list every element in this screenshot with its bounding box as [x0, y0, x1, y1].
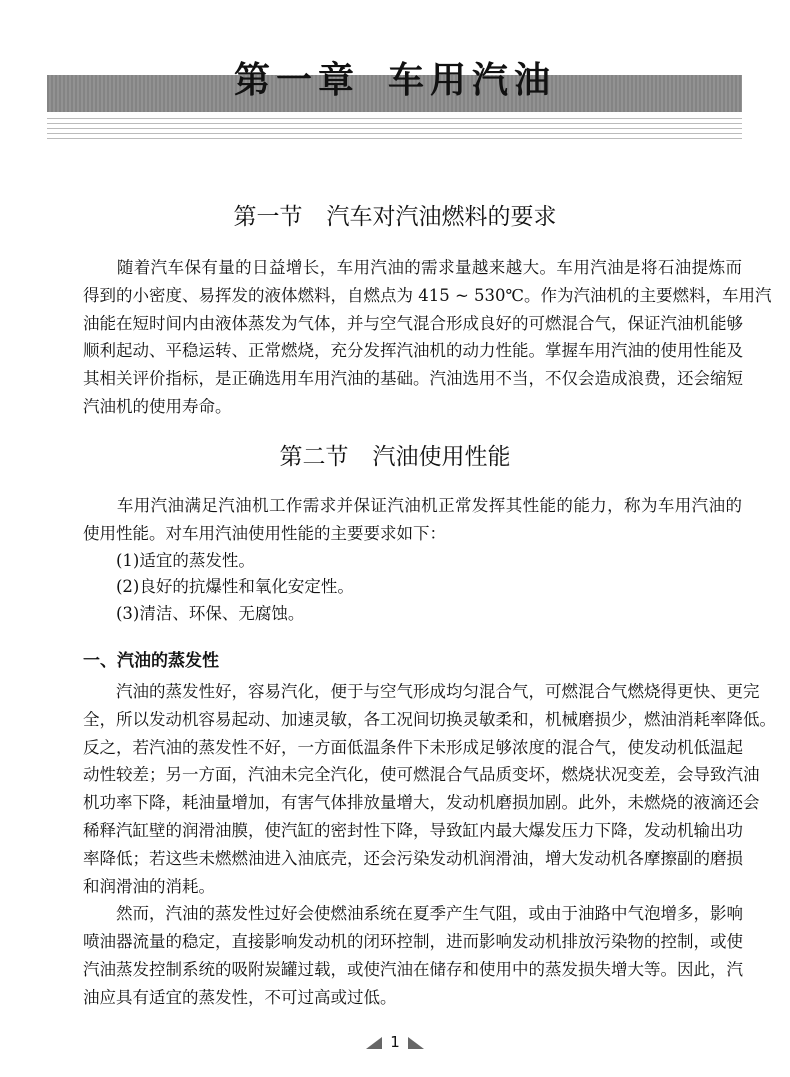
- text-line: 顺利起动、平稳运转、正常燃烧，充分发挥汽油机的动力性能。掌握车用汽油的使用性能及: [83, 341, 743, 361]
- requirement-item: (1)适宜的蒸发性。: [83, 550, 255, 570]
- section1-paragraph: [83, 254, 772, 421]
- text-line: 反之，若汽油的蒸发性不好，一方面低温条件下未形成足够浓度的混合气，使发动机低温起: [83, 737, 743, 757]
- text-line: 汽油机的使用寿命。: [83, 396, 232, 416]
- chapter-number: 第一章: [233, 60, 360, 101]
- chapter-title: [0, 52, 790, 103]
- subsection-heading: 一、汽油的蒸发性: [83, 651, 219, 671]
- text-line: 汽油蒸发控制系统的吸附炭罐过载，或使汽油在储存和使用中的蒸发损失增大等。因此，汽: [83, 959, 743, 979]
- requirement-item: (2)良好的抗爆性和氧化安定性。: [83, 577, 354, 597]
- text-line: 得到的小密度、易挥发的液体燃料，自燃点为 415 ~ 530℃。作为汽油机的主要燃料，车用汽: [83, 285, 772, 305]
- section1-heading: [0, 198, 790, 231]
- text-line: 和润滑油的消耗。: [83, 876, 215, 896]
- subsection-paragraph-1: [83, 678, 776, 1012]
- text-line: 率降低；若这些未燃燃油进入油底壳，还会污染发动机润滑油，增大发动机各摩擦副的磨损: [83, 848, 743, 868]
- page-number: [0, 1033, 790, 1051]
- section2-title: 汽油使用性能: [372, 444, 511, 470]
- triangle-right-icon: [408, 1037, 424, 1049]
- text-line: 随着汽车保有量的日益增长，车用汽油的需求量越来越大。车用汽油是将石油提炼而: [83, 258, 742, 277]
- requirement-item: (3)清洁、环保、无腐蚀。: [83, 603, 305, 623]
- text-line: 车用汽油满足汽油机工作需求并保证汽油机正常发挥其性能的能力，称为车用汽油的: [83, 496, 742, 515]
- text-line: 全，所以发动机容易起动、加速灵敏，各工况间切换灵敏柔和，机械磨损少，燃油消耗率降低。: [83, 709, 776, 729]
- text-line: 然而，汽油的蒸发性过好会使燃油系统在夏季产生气阻，或由于油路中气泡增多，影响: [83, 904, 743, 924]
- text-line: 油能在短时间内由液体蒸发为气体，并与空气混合形成良好的可燃混合气，保证汽油机能够: [83, 313, 743, 333]
- section2-heading: [0, 438, 790, 471]
- text-line: 喷油器流量的稳定，直接影响发动机的闭环控制，进而影响发动机排放污染物的控制，或使: [83, 932, 743, 952]
- text-line: 油应具有适宜的蒸发性，不可过高或过低。: [83, 987, 397, 1007]
- triangle-left-icon: [366, 1037, 382, 1049]
- text-line: 稀释汽缸壁的润滑油膜，使汽缸的密封性下降，导致缸内最大爆发压力下降，发动机输出功: [83, 820, 743, 840]
- text-line: 其相关评价指标，是正确选用车用汽油的基础。汽油选用不当，不仅会造成浪费，还会缩短: [83, 369, 743, 389]
- section2-number: 第二节: [279, 444, 349, 470]
- text-line: 动性较差；另一方面，汽油未完全汽化，使可燃混合气品质变坏，燃烧状况变差，会导致汽油: [83, 765, 760, 785]
- section1-title: 汽车对汽油燃料的要求: [326, 204, 557, 230]
- text-line: 汽油的蒸发性好，容易汽化，便于与空气形成均匀混合气，可燃混合气燃烧得更快、更完: [83, 682, 760, 701]
- section1-number: 第一节: [233, 204, 303, 230]
- text-line: 机功率下降，耗油量增加，有害气体排放量增大，发动机磨损加剧。此外，未燃烧的液滴还会: [83, 793, 760, 813]
- section2-intro: [83, 492, 742, 627]
- page-number-text: 1: [390, 1033, 400, 1051]
- text-line: 使用性能。对车用汽油使用性能的主要要求如下：: [83, 523, 446, 543]
- chapter-name: 车用汽油: [388, 60, 557, 101]
- decorative-rules: [47, 114, 742, 142]
